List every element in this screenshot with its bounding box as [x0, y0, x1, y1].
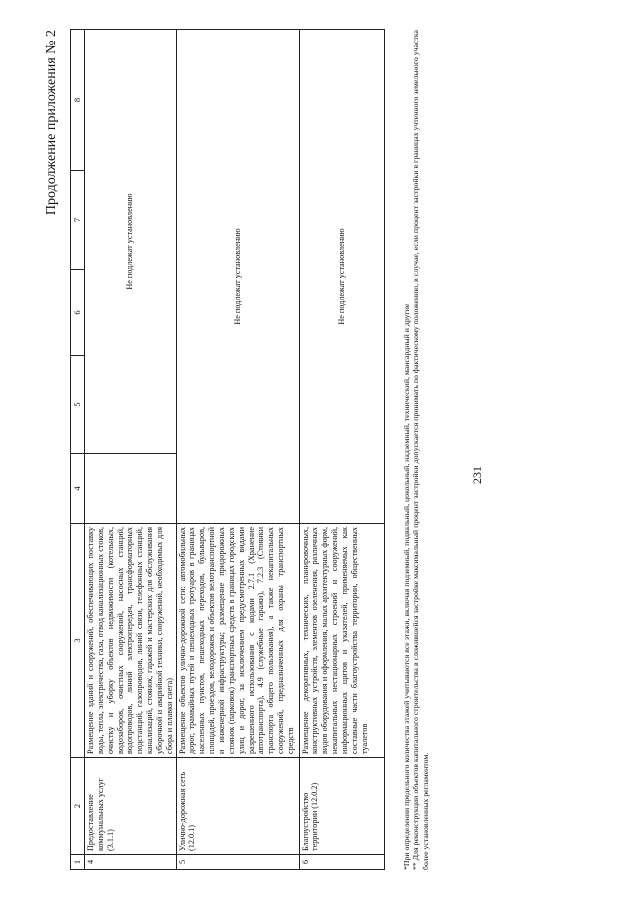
merged-value-cell: Не подлежат установлению — [85, 30, 177, 454]
row-number: 5 — [176, 855, 299, 870]
table-row — [176, 30, 299, 870]
page-title: Продолжение приложения № 2 — [44, 30, 59, 216]
table-header-row — [71, 30, 85, 870]
table-row — [299, 30, 384, 870]
merged-value-cell: Не подлежат установлению — [176, 30, 299, 524]
use-type-name: Улично-дорожная сеть (12.0.1) — [176, 758, 299, 855]
empty-cell — [85, 454, 177, 524]
use-type-description: Размещение декоративных, технических, планировочных, конструктивных устройств, элементов озеленения, различных видов оборудования и оформления, малых архитектурных форм, некапитальных нестационарных строений и сооружений, информационных щитов и указателей, применяемых как составные части благоустройства территории, общественных туалетов — [299, 524, 384, 758]
row-number: 4 — [85, 855, 177, 870]
use-type-name: Благоустройство территории (12.0.2) — [299, 758, 384, 855]
use-type-name: Предоставление коммунальных услуг (3.1.1) — [85, 758, 177, 855]
header-cell: 5 — [71, 356, 85, 454]
footnote: ** Для реконструкции объектов капитального строительства в сложившейся застройке максимальный процент застройки допускается принимать по фактическому положению, в случае, если процент застройки в границах учтенного земельного участка более установленных регламентом. — [411, 30, 430, 870]
merged-value-cell: Не подлежат установлению — [299, 30, 384, 524]
table-row — [85, 30, 177, 870]
use-type-description: Размещение зданий и сооружений, обеспечивающих поставку воды, тепла, электричества, газа, отвод канализационных стоков, очистку и уборку объектов недвижимости (котельных, водозаборов, очистных сооружений, насосных станций, водопроводов, линий электропередач, трансформаторных подстанций, газопроводов, линий связи, телефонных станций, канализаций, стоянок, гаражей и мастерских для обслуживания уборочной и аварийной техники, сооружений, необходимых для сбора и плавки снега) — [85, 524, 177, 758]
use-type-description: Размещение объектов улично-дорожной сети: автомобильных дорог, трамвайных путей и пешеходных тротуаров в границах населенных пунктов, пешеходных переходов, бульваров, площадей, проездов, велодорожек и объектов велотранспортной и инженерной инфраструктуры; размещение придорожных стоянок (парковок) транспортных средств в границах городских улиц и дорог, за исключением предусмотренных видами разрешенного использования с кодами 2.7.1 (Хранение автотранспорта), 4.9 (служебные гаражи), 7.2.3 (Стоянки транспорта общего пользования), а также некапитальных сооружений, предназначенных для охраны транспортных средств — [176, 524, 299, 758]
header-cell: 4 — [71, 454, 85, 524]
regulations-table — [70, 29, 385, 870]
row-number: 6 — [299, 855, 384, 870]
rotated-page — [40, 30, 600, 870]
header-cell: 6 — [71, 270, 85, 356]
header-cell: 7 — [71, 171, 85, 270]
header-cell: 8 — [71, 30, 85, 171]
header-cell: 2 — [71, 758, 85, 855]
footnote: *При определении предельного количества этажей учитываются все этажи, включая подземный, подвальный, цокольный, надземный, технический, мансардный и другие — [402, 303, 411, 870]
header-cell: 3 — [71, 524, 85, 758]
header-cell: 1 — [71, 855, 85, 870]
footnotes — [402, 30, 430, 870]
page-number: 231 — [470, 466, 484, 484]
